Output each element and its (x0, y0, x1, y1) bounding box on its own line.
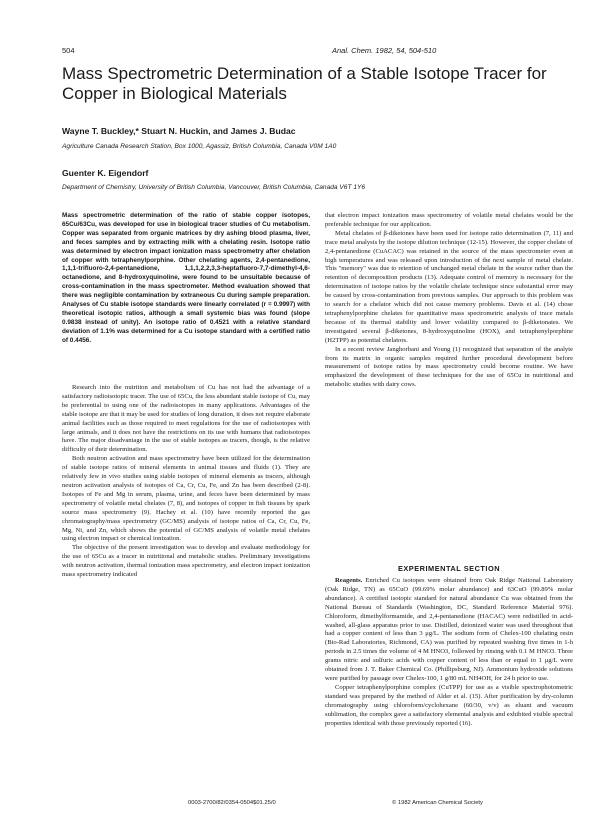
body-paragraph: Copper tetraphenylporphine complex (CuTPP) for use as a visible spectrophotometric standard was prepared by the method of Alder et al. (15). After purification by dry-column chromatography using chloroform/cyclohexane (60/30, v/v) as eluant and vacuum sublimation, the complex gave a satisfactory elemental analysis and exhibited visible spectral properties identical with those previously reported (16). (325, 683, 573, 727)
section-heading: EXPERIMENTAL SECTION (397, 564, 501, 573)
paper-title: Mass Spectrometric Determination of a Stable Isotope Tracer for Copper in Biological Materials (62, 64, 547, 103)
body-paragraph (325, 577, 573, 684)
journal-citation: Anal. Chem. 1982, 54, 504-510 (332, 46, 437, 55)
author-list-2: Guenter K. Eigendorf (62, 168, 149, 178)
body-paragraph: The objective of the present investigation was to develop and evaluate methodology for the use of 65Cu as a tracer in nutritional and metabolic studies. Preliminary investigations with neutron activation, thermal ionization mass spectrometry, and electron impact ionization mass spectrometry indicated (62, 544, 310, 579)
footer-copyright: © 1982 American Chemical Society (392, 800, 483, 806)
page-number: 504 (62, 46, 75, 55)
affiliation-2: Department of Chemistry, University of British Columbia, Vancouver, British Columbia, Canada V6T 1Y6 (62, 184, 366, 191)
paragraph-text: Enriched Cu isotopes were obtained from Oak Ridge National Laboratory (Oak Ridge, TN) as 65CuO (99.69% molar abundance) and 63CuO (99.89% molar abundance). A certified isotopic standard for natural abundance Cu was obtained from the National Bureau of Standards (Washington, DC, Standard Reference Material 976). Chloroform, dimethylformamide, and 2,4-pentanedione (HACAC) were redistilled in acid-washed, all-glass apparatus prior to use. Distilled, deionized water was used throughout that had a copper content of less than 3 μg/L. The sodium form of Chelex-100 chelating resin (Bio-Rad Laboratories, Richmond, CA) was purified by repeated washing five times in 1-h periods in 2.5 times the volume of 4 M HNO3, followed by rinsing with 0.1 M HNO3. Three grams nitric and sulfuric acids with copper content of less than or equal to 1 μg/L were obtained from J. T. Baker Chemical Co. (Phillipsburg, NJ). Ammonium hydroxide solutions were purified by passage over Chelex-100, 1 g/80 mL NH4OH, for 24 h prior to use. (325, 577, 573, 682)
experimental-section-body (325, 577, 573, 728)
footer-doi: 0003-2700/82/0354-0504$01.25/0 (188, 800, 276, 806)
right-column-body (325, 212, 573, 390)
body-paragraph: that electron impact ionization mass spectrometry of volatile metal chelates would be the preferable technique for our application. (325, 212, 573, 228)
left-column-body (62, 384, 310, 580)
affiliation-1: Agriculture Canada Research Station, Box 1000, Agassiz, British Columbia, Canada V0M 1A0 (62, 143, 337, 150)
body-paragraph: Metal chelates of β-diketones have been used for isotope ratio determination (7, 11) and trace metal analysis by the isotope dilution technique (12-15). However, the copper chelate of 2,4-pentanedione (CuACAC) was retained in the source of the mass spectrometer even at high temperatures and was released upon introduction of the next sample of metal chelate. This "memory" was due to retention of unchanged metal chelate in the source rather than the retention of decomposition products (13). Adequate control of memory is necessary for the determination of isotope ratios by the volatile chelate technique since substantial error may be caused by cross-contamination from previous samples. Our approach to this problem was to search for a chelator which did not cause memory problems. Davis et al. (14) chose tetraphenylporphine chelates for quantitative mass spectrometric analysis of trace metals because of its thermal stability and lower volatility compared to β-diketonates. We investigated several β-diketones, 8-hydroxyquinoline (HOX), and tetraphenylporphine (H2TPP) as potential chelators. (325, 229, 573, 344)
run-in-heading: Reagents. (335, 577, 363, 584)
abstract: Mass spectrometric determination of the ratio of stable copper isotopes, 65Cu/63Cu, was developed for use in biological tracer studies of Cu metabolism. Copper was separated from organic matrices by dry ashing blood plasma, liver, and feces samples and by extracting milk with a chelating resin. Isotope ratio was determined by electron impact ionization mass spectrometry after chelation of copper with tetraphenylporphine. Other chelating agents, 2,4-pentanedione, 1,1,1-trifluoro-2,4-pentanedione, 1,1,1,2,2,3,3-heptafluoro-7,7-dimethyl-4,6-octanedione, and 8-hydroxyquinoline, were found to be unsuitable because of cross-contamination in the mass spectrometer. Method evaluation showed that there was negligible contamination by extraneous Cu during sample preparation. Analyses of Cu stable isotope standards were linearly correlated (r = 0.9997) with theoretical isotopic ratios, although a small systemic bias was found (slope 0.9838 instead of unity). An isotope ratio of 0.4521 with a relative standard deviation of 1.1% was determined for a Cu isotope standard with a certified ratio of 0.4456. (62, 212, 310, 344)
body-paragraph: Both neutron activation and mass spectrometry have been utilized for the determination of stable isotope ratios of mineral elements in animal tissues and fluids (1). They are relatively few in vivo studies using stable isotopes of mineral elements as tracers, although neutron activation analysis of isotopes of Ca, Cr, Cu, Fe, and Zn has been described (2-8). Isotopes of Fe and Mg in serum, plasma, urine, and feces have been determined by mass spectrometry of volatile metal chelates (7, 8), and isotopes of copper in fish tissues by spark source mass spectrometry (9). Hachey et al. (10) have recently reported the gas chromatography/mass spectrometry (GC/MS) analysis of isotope ratios of Ca, Cr, Cu, Fe, Mg, Ni, and Zn, which shows the potential of GC/MS analysis of volatile metal chelates using electron impact or chemical ionization. (62, 455, 310, 543)
body-paragraph: Research into the nutrition and metabolism of Cu has not had the advantage of a satisfactory radioisotopic tracer. The use of 65Cu, the less abundant stable isotope of Cu, may be preferential to using one of the radioisotopes in many applications. Advantages of the stable isotope are that it may be used for studies of long duration, it does not require elaborate animal facilities such as those required to meet regulations for the use of radioisotopes with large animals, and it does not have the restrictions on its use with humans that radioisotopes have. The major disadvantage in the use of stable isotopes as tracers, though, is the relative difficulty of their determination. (62, 384, 310, 454)
author-list-1: Wayne T. Buckley,* Stuart N. Huckin, and James J. Budac (62, 126, 296, 136)
body-paragraph: In a recent review Janghorbani and Young (1) recognized that separation of the analyte from its matrix in organic samples required further procedural development before measurement of isotope ratios by mass spectrometry could become routine. We have emphasized the development of these techniques for the use of 65Cu in nutritional and metabolic studies with dairy cows. (325, 345, 573, 389)
